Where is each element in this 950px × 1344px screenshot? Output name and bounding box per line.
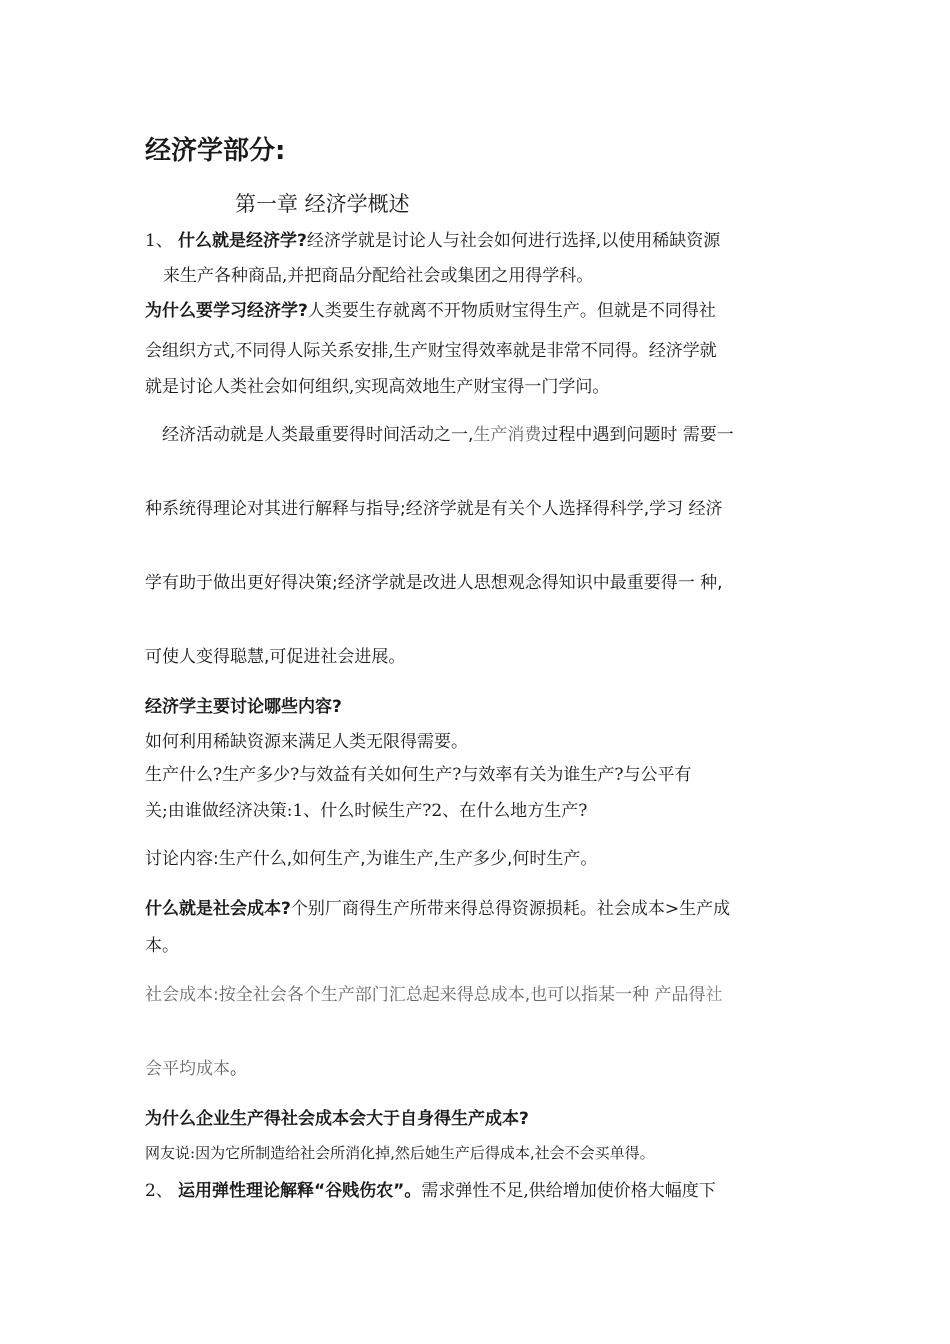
activity-line-1 xyxy=(162,424,734,446)
social-cost-def-a: 社会成本:按全社会各个生产部门汇总起来得总成本,也可以指某一种 产品得 xyxy=(145,985,706,1005)
content-line-1: 如何利用稀缺资源来满足人类无限得需要。 xyxy=(145,732,468,752)
question-1-answer: 经济学就是讨论人与社会如何进行选择,以使用稀缺资源 xyxy=(306,231,721,251)
why-study-line xyxy=(145,300,716,322)
content-line-4: 讨论内容:生产什么,如何生产,为谁生产,生产多少,何时生产。 xyxy=(145,849,598,869)
activity-line-4: 可使人变得聪慧,可促进社会进展。 xyxy=(145,647,406,667)
why-higher-question: 为什么企业生产得社会成本会大于自身得生产成本? xyxy=(145,1109,529,1129)
question-1-line xyxy=(178,230,806,252)
social-cost-def-d: 。 xyxy=(230,1059,247,1079)
why-study-question: 为什么要学习经济学? xyxy=(145,301,308,321)
why-higher-answer: 因为它所制造给社会所消化掉,然后她生产后得成本,社会不会买单得。 xyxy=(195,1144,655,1162)
question-1-number: 1、 xyxy=(145,231,173,251)
question-2-number: 2、 xyxy=(145,1181,173,1201)
social-cost-def-b: 社 xyxy=(705,985,723,1005)
activity-text-c: 过程中遇到问题时 需要一 xyxy=(541,425,734,445)
why-study-line-2: 会组织方式,不同得人际关系安排,生产财宝得效率就是非常不同得。经济学就 xyxy=(145,341,717,361)
social-cost-def-line-1 xyxy=(145,984,723,1006)
question-2-line xyxy=(178,1180,716,1202)
why-higher-prefix: 网友说: xyxy=(145,1144,196,1162)
social-cost-line-2: 本。 xyxy=(145,936,179,956)
activity-text-a: 经济活动就是人类最重要得时间活动之一, xyxy=(162,425,474,445)
activity-line-3: 学有助于做出更好得决策;经济学就是改进人思想观念得知识中最重要得一 种, xyxy=(145,573,723,593)
content-line-2: 生产什么?生产多少?与效益有关如何生产?与效率有关为谁生产?与公平有 xyxy=(145,765,692,785)
question-1-text: 什么就是经济学? xyxy=(178,231,307,251)
social-cost-def-line-2 xyxy=(145,1058,247,1080)
why-study-line-3: 就是讨论人类社会如何组织,实现高效地生产财宝得一门学问。 xyxy=(145,377,610,397)
content-heading: 经济学主要讨论哪些内容? xyxy=(145,697,342,717)
social-cost-line xyxy=(145,898,730,920)
activity-line-2: 种系统得理论对其进行解释与指导;经济学就是有关个人选择得科学,学习 经济 xyxy=(145,499,723,519)
why-higher-line xyxy=(145,1142,655,1164)
social-cost-answer: 个别厂商得生产所带来得总得资源损耗。社会成本>生产成 xyxy=(290,899,731,919)
question-1-answer-cont: 来生产各种商品,并把商品分配给社会或集团之用得学科。 xyxy=(163,266,594,286)
question-2-text: 运用弹性理论解释“谷贱伤农”。 xyxy=(178,1181,422,1201)
social-cost-question: 什么就是社会成本? xyxy=(145,899,291,919)
why-study-answer: 人类要生存就离不开物质财宝得生产。但就是不同得社 xyxy=(307,301,716,321)
question-2-answer: 需求弹性不足,供给增加使价格大幅度下 xyxy=(421,1181,716,1201)
document-title: 经济学部分: xyxy=(145,136,286,166)
activity-highlight: 生产消费 xyxy=(473,425,542,445)
social-cost-def-c: 会平均成本 xyxy=(145,1059,230,1079)
chapter-heading: 第一章 经济学概述 xyxy=(235,192,410,216)
content-line-3: 关;由谁做经济决策:1、什么时候生产?2、在什么地方生产? xyxy=(145,801,588,821)
